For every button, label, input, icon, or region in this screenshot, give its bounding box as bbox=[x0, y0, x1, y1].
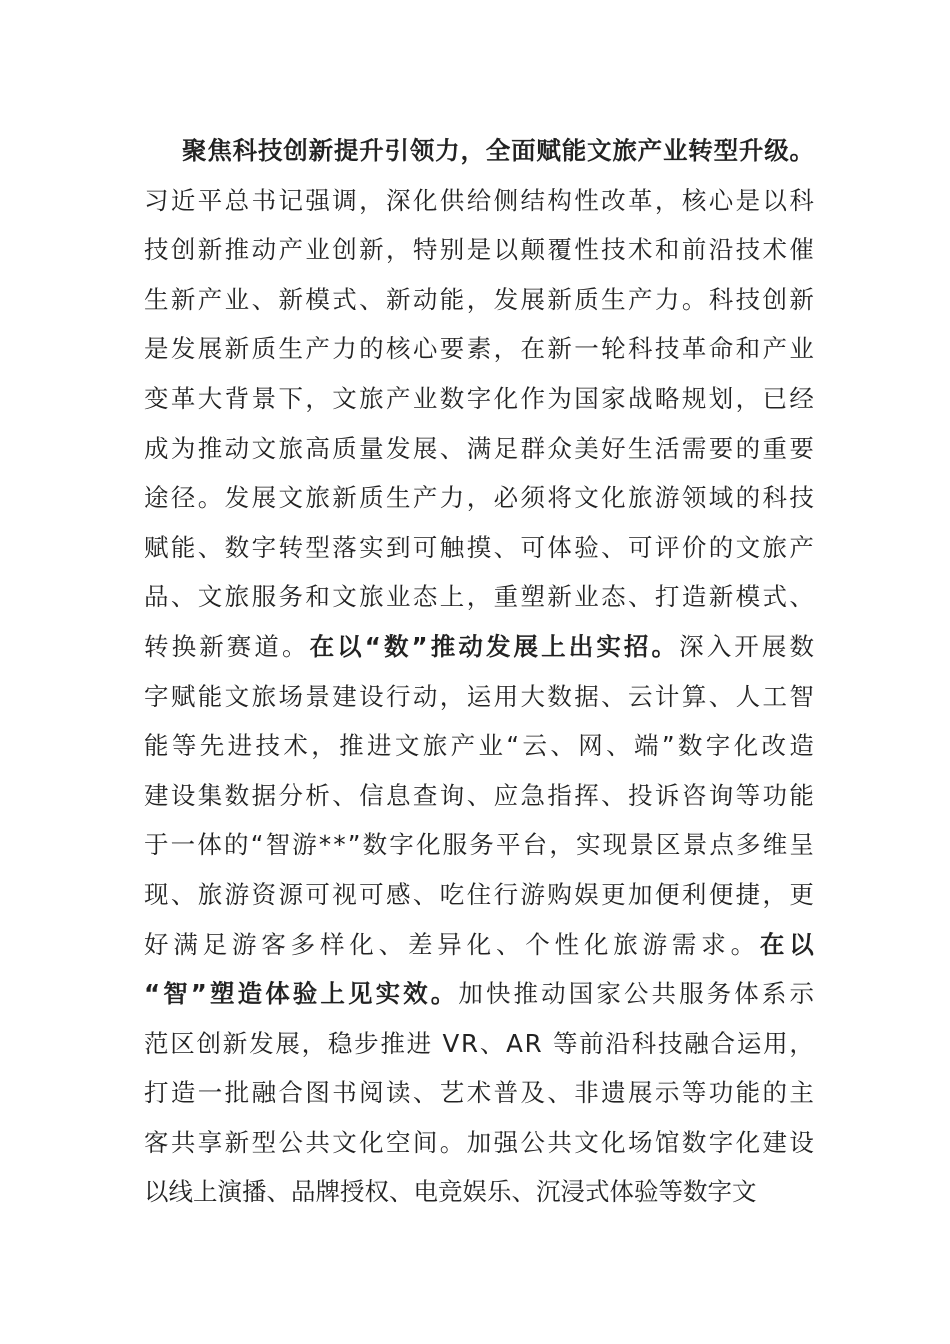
text-line: 以 线 上 演 播 、 品 牌 授 权 、 电 竞 娱 乐 、 沉 浸 式 体 验 等 数 字 文 bbox=[144, 1177, 757, 1207]
text-line: 范 区 创 新 发 展 ， 稳 步 推 进 V R 、 A R 等 前 沿 科 技 融 合 运 用 ， bbox=[144, 1028, 814, 1058]
text-line: 成 为 推 动 文 旅 高 质 量 发 展 、 满 足 群 众 美 好 生 活 需 要 的 重 要 bbox=[144, 433, 814, 463]
text-line: 能 等 先 进 技 术 ， 推 进 文 旅 产 业 “ 云 、 网 、 端 ” 数 字 化 改 造 bbox=[144, 731, 814, 761]
text-line: 途 径 。 发 展 文 旅 新 质 生 产 力 ， 必 须 将 文 化 旅 游 领 域 的 科 技 bbox=[144, 483, 814, 513]
text-line: 是 发 展 新 质 生 产 力 的 核 心 要 素 ， 在 新 一 轮 科 技 革 命 和 产 业 bbox=[144, 334, 814, 364]
text-line: 打 造 一 批 融 合 图 书 阅 读 、 艺 术 普 及 、 非 遗 展 示 等 功 能 的 主 bbox=[144, 1078, 814, 1108]
text-line: 现 、 旅 游 资 源 可 视 可 感 、 吃 住 行 游 购 娱 更 加 便 利 便 捷 ， 更 bbox=[144, 879, 814, 909]
text-line: 聚 焦 科 技 创 新 提 升 引 领 力 ， 全 面 赋 能 文 旅 产 业 转 型 升 级 。 bbox=[182, 136, 814, 165]
text-line: 技 创 新 推 动 产 业 创 新 ， 特 别 是 以 颠 覆 性 技 术 和 前 沿 技 术 催 bbox=[144, 235, 814, 265]
text-line: “ 智 ” 塑 造 体 验 上 见 实 效 。 加 快 推 动 国 家 公 共 服 务 体 系 示 bbox=[144, 979, 814, 1009]
text-line: 品 、 文 旅 服 务 和 文 旅 业 态 上 ， 重 塑 新 业 态 、 打 造 新 模 式 、 bbox=[144, 582, 814, 612]
text-line: 转 换 新 赛 道 。 在 以 “ 数 ” 推 动 发 展 上 出 实 招 。 深 入 开 展 数 bbox=[144, 631, 814, 661]
text-line: 赋 能 、 数 字 转 型 落 实 到 可 触 摸 、 可 体 验 、 可 评 价 的 文 旅 产 bbox=[144, 532, 814, 562]
body-text bbox=[144, 126, 814, 1217]
text-line: 变 革 大 背 景 下 ， 文 旅 产 业 数 字 化 作 为 国 家 战 略 规 划 ， 已 经 bbox=[144, 383, 814, 413]
text-line: 习 近 平 总 书 记 强 调 ， 深 化 供 给 侧 结 构 性 改 革 ， 核 心 是 以 科 bbox=[144, 185, 814, 215]
text-line: 好 满 足 游 客 多 样 化 、 差 异 化 、 个 性 化 旅 游 需 求 。 在 以 bbox=[144, 929, 814, 959]
text-line: 建 设 集 数 据 分 析 、 信 息 查 询 、 应 急 指 挥 、 投 诉 咨 询 等 功 能 bbox=[144, 780, 814, 810]
text-line: 生 新 产 业 、 新 模 式 、 新 动 能 ， 发 展 新 质 生 产 力 。 科 技 创 新 bbox=[144, 284, 814, 314]
text-line: 于 一 体 的 “ 智 游 * * ” 数 字 化 服 务 平 台 ， 实 现 景 区 景 点 多 维 呈 bbox=[144, 830, 814, 860]
text-line: 字 赋 能 文 旅 场 景 建 设 行 动 ， 运 用 大 数 据 、 云 计 算 、 人 工 智 bbox=[144, 681, 814, 711]
text-line: 客 共 享 新 型 公 共 文 化 空 间 。 加 强 公 共 文 化 场 馆 数 字 化 建 设 bbox=[144, 1127, 814, 1157]
